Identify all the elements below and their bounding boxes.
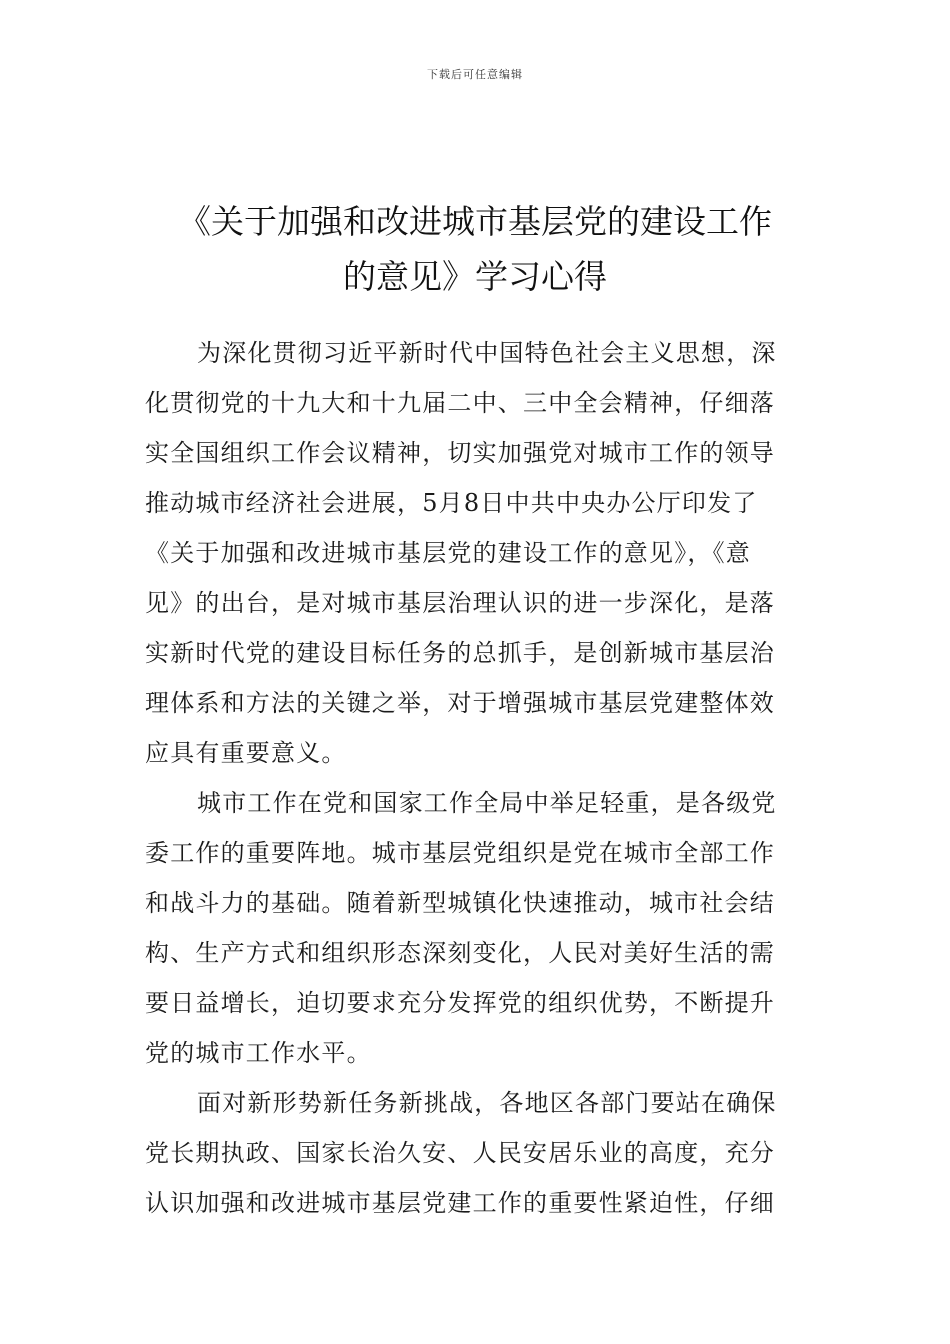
paragraph-2	[145, 778, 810, 1078]
text-line: 和战斗力的基础。随着新型城镇化快速推动，城市社会结	[145, 889, 775, 917]
paragraph-3	[145, 1078, 810, 1228]
text-line: 见》的出台，是对城市基层治理认识的进一步深化，是落	[145, 589, 775, 617]
text-line: 要日益增长，迫切要求充分发挥党的组织优势，不断提升	[145, 989, 775, 1017]
title-line: 《关于加强和改进城市基层党的建设工作	[178, 202, 772, 242]
text-line: 党的城市工作水平。	[145, 1039, 372, 1067]
text-line: 实全国组织工作会议精神，切实加强党对城市工作的领导	[145, 439, 775, 467]
document-title	[100, 194, 850, 304]
text-line: 化贯彻党的十九大和十九届二中、三中全会精神，仔细落	[145, 389, 775, 417]
text-line: 应具有重要意义。	[145, 739, 347, 767]
document-body	[145, 328, 810, 1228]
text-line: 推动城市经济社会进展，5月8日中共中央办公厅印发了	[145, 489, 758, 517]
text-line: 构、生产方式和组织形态深刻变化，人民对美好生活的需	[145, 939, 775, 967]
text-line: 理体系和方法的关键之举，对于增强城市基层党建整体效	[145, 689, 775, 717]
text-line: 面对新形势新任务新挑战，各地区各部门要站在确保	[197, 1089, 777, 1117]
text-line: 为深化贯彻习近平新时代中国特色社会主义思想，深	[197, 339, 777, 367]
text-line: 城市工作在党和国家工作全局中举足轻重，是各级党	[197, 789, 777, 817]
paragraph-1	[145, 328, 810, 778]
text-line: 委工作的重要阵地。城市基层党组织是党在城市全部工作	[145, 839, 775, 867]
text-line: 实新时代党的建设目标任务的总抓手，是创新城市基层治	[145, 639, 775, 667]
text-line: 党长期执政、国家长治久安、人民安居乐业的高度，充分	[145, 1139, 775, 1167]
text-line: 《关于加强和改进城市基层党的建设工作的意见》，《意	[145, 539, 751, 567]
title-line: 的意见》学习心得	[343, 257, 607, 297]
text-line: 认识加强和改进城市基层党建工作的重要性紧迫性，仔细	[145, 1189, 775, 1217]
header-note: 下载后可任意编辑	[427, 68, 523, 81]
